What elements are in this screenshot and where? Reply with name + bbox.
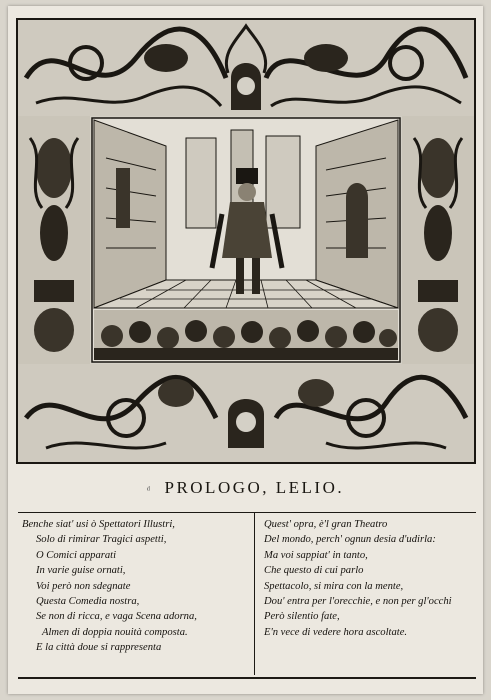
verse-line: Dou' entra per l'orecchie, e non per gl'occhi (264, 596, 452, 608)
verse-line: Del mondo, perch' ognun desia d'udirla: (264, 534, 436, 546)
verse-line: E'n vece di vedere hora ascoltate. (264, 626, 408, 638)
verse-line: Almen di doppia nouità composta. (42, 626, 188, 638)
verse-line: Ma voi sappiat' in tanto, (264, 549, 368, 561)
right-pillar-ornament (402, 116, 474, 364)
ornamental-frame-with-stage-scene (16, 18, 476, 464)
verse-line: Se non di ricca, e vaga Scena adorna, (36, 611, 197, 623)
verse-line: Questa Comedia nostra, (36, 596, 140, 608)
woodcut-illustration (16, 18, 476, 464)
stage-scene (92, 118, 400, 362)
verse-column-left (22, 517, 248, 656)
verse-line: In varie guise ornati, (36, 565, 126, 577)
bottom-ornament-band (18, 364, 474, 462)
column-divider (254, 513, 255, 675)
verse-column-right (264, 517, 474, 640)
printed-page (8, 6, 483, 694)
verse-line: Che questo di cui parlo (264, 565, 364, 577)
verse-line: Voi però non sdegnate (36, 580, 131, 592)
title-lead-mark: ᵈ (146, 485, 153, 496)
verse-block (18, 512, 476, 679)
left-pillar-ornament (18, 116, 90, 364)
title-text: PROLOGO, LELIO. (164, 478, 345, 497)
verse-line: Benche siat' usi ò Spettatori Illustri, (22, 519, 175, 530)
verse-line: Quest' opra, è'l gran Theatro (264, 519, 388, 530)
verse-line: O Comici apparati (36, 549, 117, 561)
verse-line: E la città doue si rappresenta (36, 642, 162, 654)
verse-line: Solo di rimirar Tragici aspetti, (36, 534, 167, 546)
top-ornament-band (18, 20, 474, 116)
verse-line: Però silentio fate, (264, 611, 340, 623)
page-title (8, 478, 483, 498)
verse-line: Spettacolo, si mira con la mente, (264, 580, 404, 592)
audience (94, 310, 398, 360)
